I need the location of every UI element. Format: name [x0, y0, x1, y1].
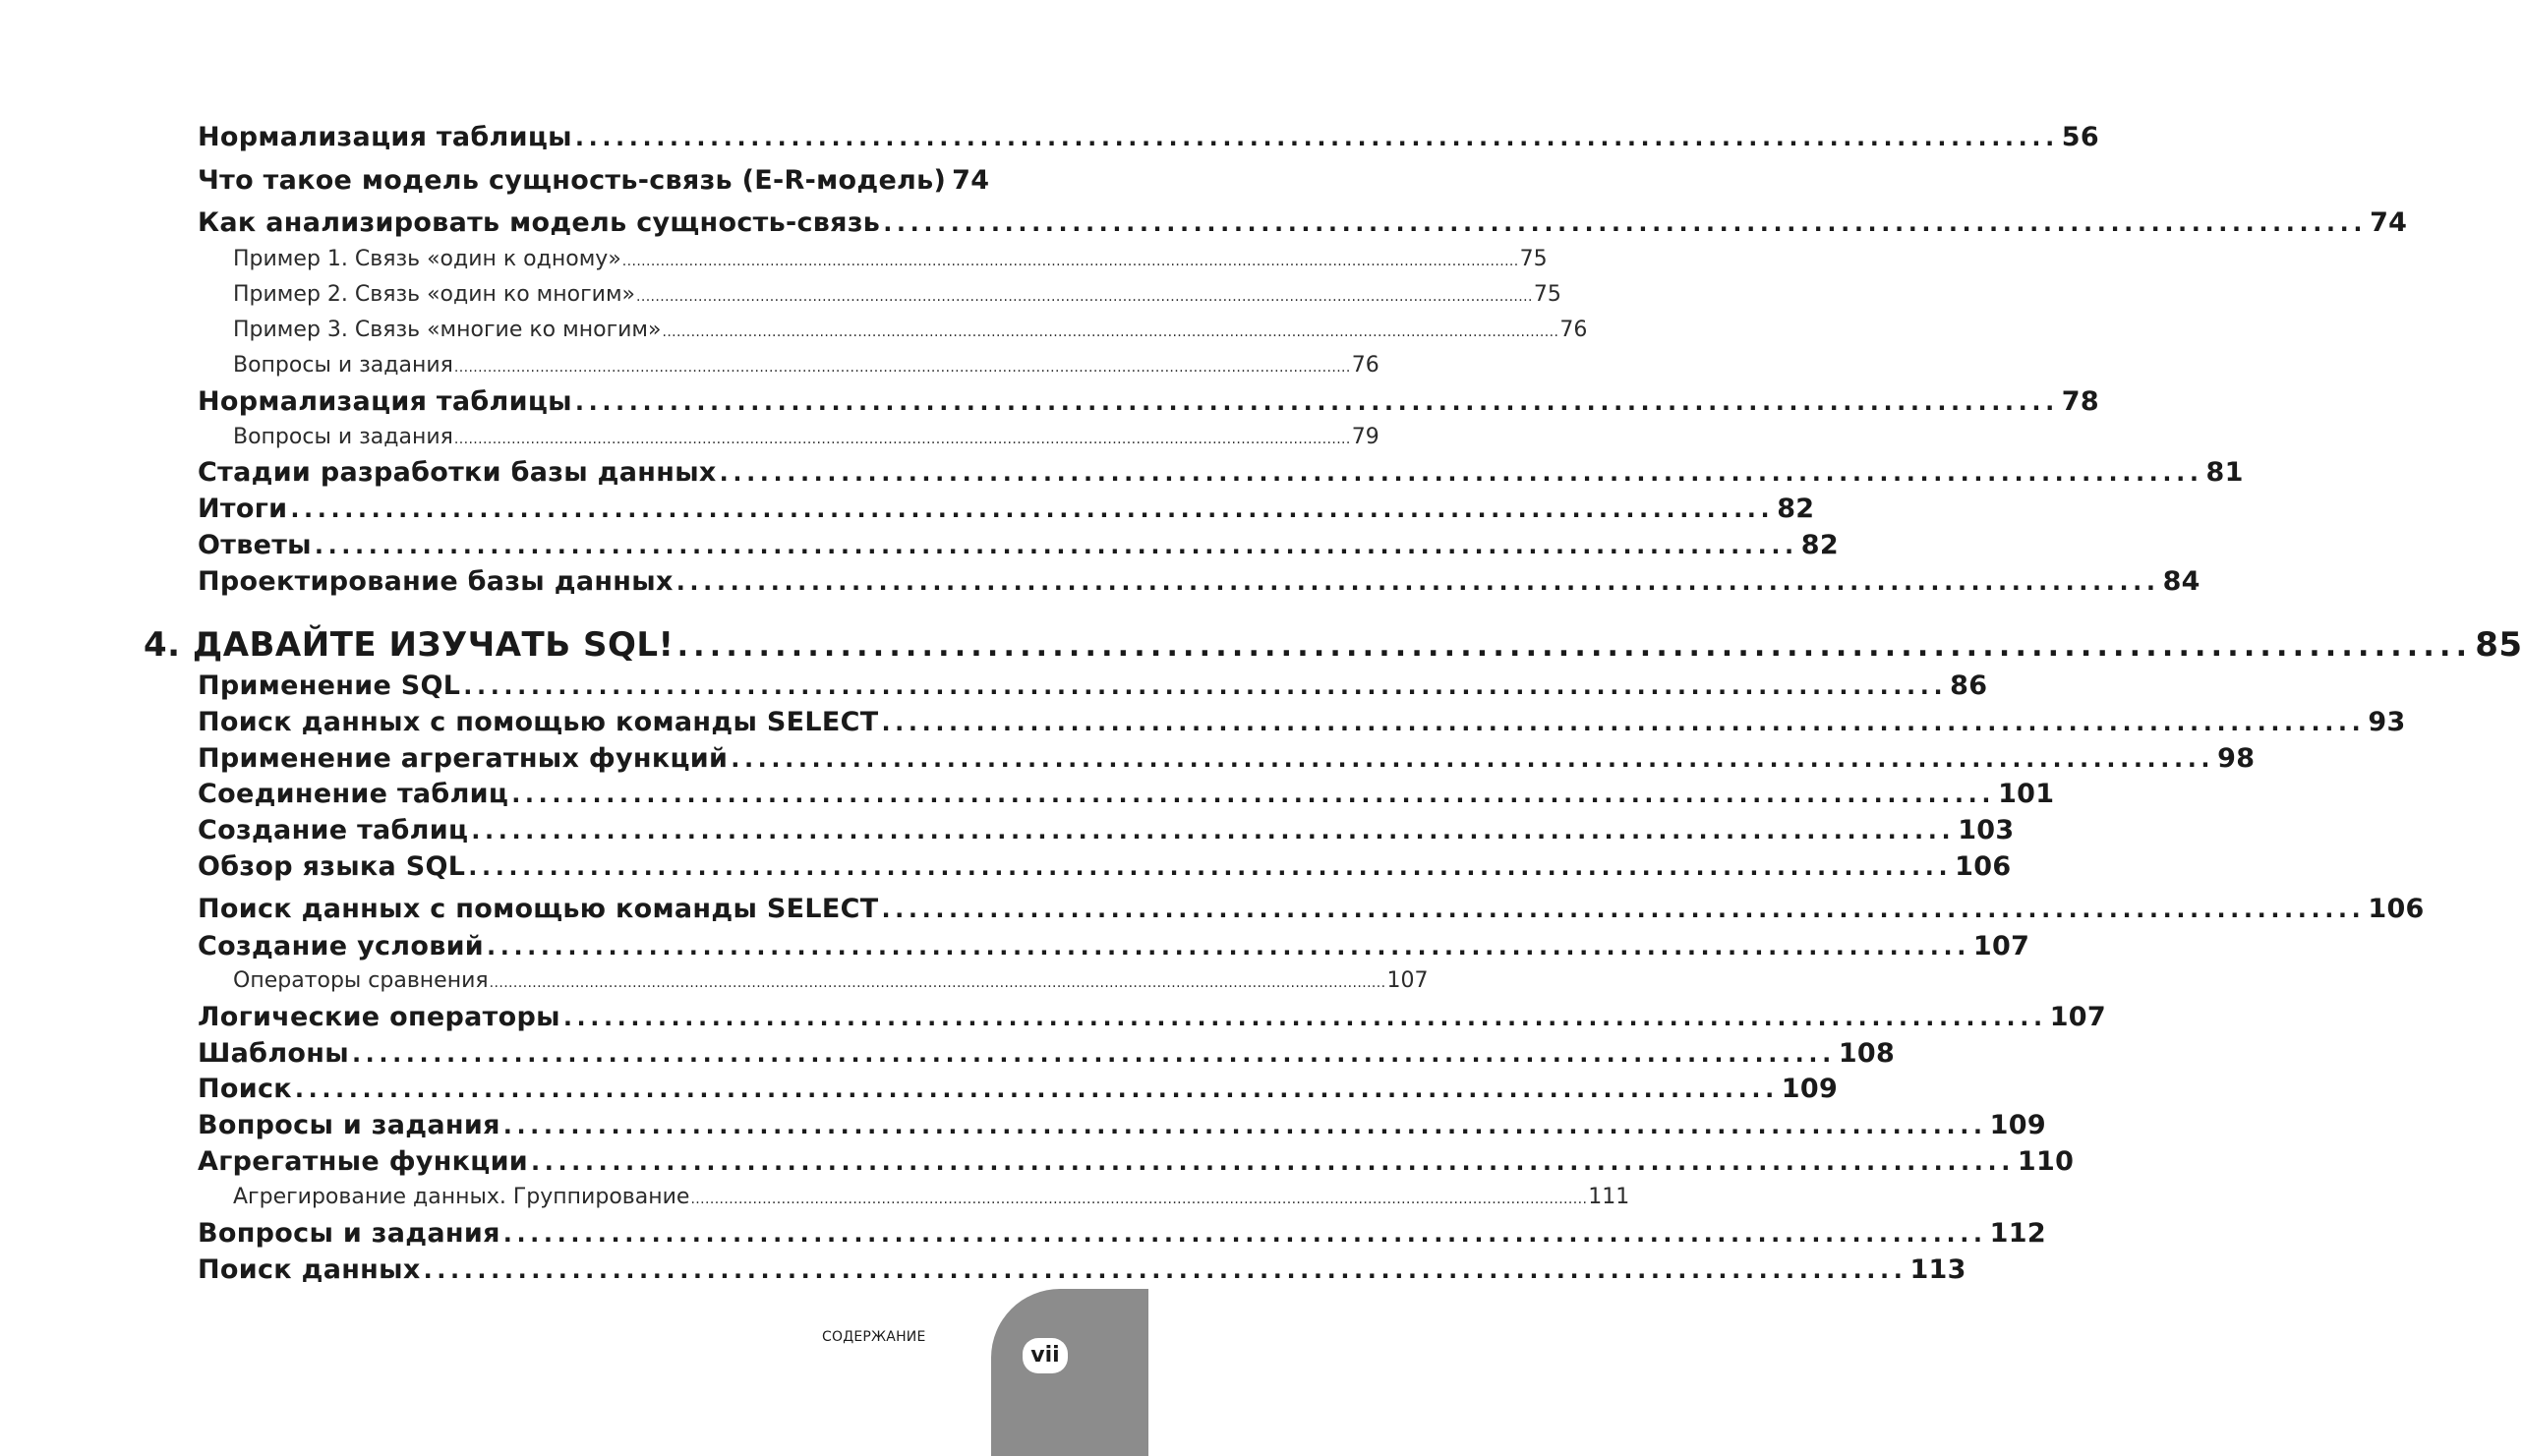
dot-leader: ..............................................................................................................: [471, 817, 1956, 844]
toc-entry-title: Стадии разработки базы данных: [198, 457, 717, 488]
toc-subentry[interactable]: [233, 318, 1588, 342]
dot-leader: ............................................................................................................................................................................................: [636, 289, 1533, 305]
toc-entry-page: 79: [1351, 425, 1379, 449]
toc-entry-page: 107: [1972, 931, 2030, 961]
toc-entry-page: 76: [1559, 318, 1588, 342]
toc-entry-title: Агрегатные функции: [198, 1146, 529, 1177]
toc-subentry[interactable]: [233, 353, 1379, 378]
dot-leader: ..............................................................................................................: [883, 209, 2368, 237]
toc-entry[interactable]: [198, 931, 2030, 961]
dot-leader: ............................................................................................................................................................................................: [453, 432, 1351, 447]
toc-entry-title: Вопросы и задания: [198, 1110, 500, 1140]
toc-entry-title: Поиск: [198, 1074, 292, 1104]
toc-subentry[interactable]: [233, 1185, 1630, 1209]
toc-entry[interactable]: [198, 122, 2099, 152]
toc-entry-title: Нормализация таблицы: [198, 386, 572, 417]
toc-entry[interactable]: [198, 670, 1988, 701]
toc-entry-title: Пример 3. Связь «многие ко многим»: [233, 318, 662, 342]
dot-leader: ..............................................................................................................: [574, 388, 2059, 416]
toc-entry-title: Пример 1. Связь «один к одному»: [233, 247, 621, 271]
toc-entry[interactable]: [198, 530, 1839, 560]
toc-entry-title: Обзор языка SQL: [198, 851, 466, 882]
toc-entry-page: 110: [2017, 1146, 2075, 1177]
toc-entry-page: 112: [1989, 1218, 2046, 1249]
toc-entry[interactable]: [198, 707, 2406, 737]
toc-entry-page: 56: [2061, 122, 2099, 152]
toc-entry-page: 82: [1777, 494, 1815, 524]
toc-entry-title: Шаблоны: [198, 1038, 349, 1069]
dot-leader: ..............................................................................................................: [502, 1112, 1987, 1139]
dot-leader: ..............................................................................................................: [881, 709, 2366, 736]
dot-leader: ..............................................................................................................: [562, 1004, 2047, 1031]
toc-entry-title: Поиск данных: [198, 1254, 421, 1285]
dot-leader: ..............................................................................................................: [675, 568, 2160, 596]
dot-leader: ..............................................................................................................: [502, 1220, 1987, 1248]
toc-entry-title: Ответы: [198, 530, 312, 560]
toc-entry-page: 86: [1950, 670, 1988, 701]
toc-entry[interactable]: [198, 1110, 2046, 1140]
toc-subentry[interactable]: [233, 968, 1429, 993]
dot-leader: ..............................................................................................................: [468, 853, 1953, 881]
toc-entry[interactable]: [198, 207, 2408, 238]
toc-entry-page: 76: [1351, 353, 1379, 378]
toc-entry-title: Применение агрегатных функций: [198, 743, 729, 774]
toc-entry-title: Итоги: [198, 494, 288, 524]
toc-entry[interactable]: [198, 1146, 2075, 1177]
dot-leader: ..............................................................................................................: [294, 1076, 1779, 1103]
toc-subentry[interactable]: [233, 425, 1379, 449]
toc-entry-page: 81: [2205, 457, 2244, 488]
toc-entry-page: 106: [2368, 894, 2425, 924]
toc-entry[interactable]: [198, 743, 2256, 774]
toc-entry-page: 74: [2370, 207, 2408, 238]
dot-leader: ..............................................................................................................: [676, 629, 2473, 664]
toc-entry-title: Операторы сравнения: [233, 968, 489, 993]
toc-entry-title: Поиск данных с помощью команды SELECT: [198, 894, 879, 924]
toc-entry[interactable]: [198, 1074, 1839, 1104]
toc-entry-page: 107: [2049, 1002, 2106, 1032]
dot-leader: ..............................................................................................................: [574, 124, 2059, 151]
toc-entry-page: 109: [1989, 1110, 2046, 1140]
toc-entry-title: Вопросы и задания: [233, 353, 453, 378]
dot-leader: ..............................................................................................................: [731, 745, 2215, 773]
toc-entry-title: Нормализация таблицы: [198, 122, 572, 152]
toc-entry-title: Как анализировать модель сущность-связь: [198, 207, 881, 238]
page-number-tab: [991, 1289, 1148, 1456]
toc-entry[interactable]: [198, 494, 1815, 524]
dot-leader: ..............................................................................................................: [881, 896, 2366, 923]
toc-entry-title: Поиск данных с помощью команды SELECT: [198, 707, 879, 737]
toc-entry-page: 98: [2217, 743, 2256, 774]
running-footer-section: СОДЕРЖАНИЕ: [822, 1329, 926, 1345]
toc-entry-title: Применение SQL: [198, 670, 461, 701]
toc-entry[interactable]: [198, 815, 2015, 845]
dot-leader: ............................................................................................................................................................................................: [690, 1192, 1588, 1207]
toc-entry-title: Вопросы и задания: [198, 1218, 500, 1249]
toc-entry-page: 75: [1519, 247, 1548, 271]
toc-entry-page: 113: [1909, 1254, 1966, 1285]
toc-entry-page: 109: [1781, 1074, 1839, 1104]
toc-entry-page: 84: [2162, 566, 2200, 597]
toc-entry-title: Что такое модель сущность-связь (E-R-модель): [198, 165, 947, 196]
toc-entry-page: 103: [1958, 815, 2015, 845]
toc-entry-page: 106: [1955, 851, 2012, 882]
toc-entry[interactable]: [198, 457, 2244, 488]
toc-subentry[interactable]: [233, 247, 1548, 271]
toc-entry-page: 74: [952, 165, 990, 196]
toc-entry-page: 101: [1998, 779, 2055, 809]
toc-chapter-heading[interactable]: [144, 625, 2523, 665]
toc-entry[interactable]: [198, 386, 2099, 417]
toc-entry-title: Создание таблиц: [198, 815, 469, 845]
toc-entry-page: 75: [1533, 282, 1561, 307]
toc-entry-page: 78: [2061, 386, 2099, 417]
toc-entry-page: 93: [2368, 707, 2406, 737]
toc-entry[interactable]: [198, 566, 2200, 597]
dot-leader: ............................................................................................................................................................................................: [453, 360, 1351, 376]
toc-entry-title: Вопросы и задания: [233, 425, 453, 449]
dot-leader: ..............................................................................................................: [511, 781, 1996, 808]
toc-entry[interactable]: [198, 1038, 1896, 1069]
dot-leader: ..............................................................................................................: [423, 1256, 1907, 1284]
dot-leader: ..............................................................................................................: [531, 1148, 2015, 1176]
toc-entry-page: 107: [1386, 968, 1429, 993]
toc-entry[interactable]: [198, 1002, 2106, 1032]
dot-leader: ..............................................................................................................: [290, 495, 1775, 523]
dot-leader: ..............................................................................................................: [463, 672, 1948, 700]
dot-leader: ..............................................................................................................: [314, 532, 1798, 559]
dot-leader: ............................................................................................................................................................................................: [662, 324, 1559, 340]
toc-entry-page: 82: [1800, 530, 1839, 560]
toc-entry[interactable]: [198, 851, 2012, 882]
toc-entry-page: 108: [1838, 1038, 1896, 1069]
toc-entry[interactable]: [198, 1218, 2046, 1249]
toc-entry-title: Создание условий: [198, 931, 485, 961]
toc-entry-title: Логические операторы: [198, 1002, 560, 1032]
dot-leader: ..............................................................................................................: [351, 1040, 1836, 1068]
toc-entry-title: Пример 2. Связь «один ко многим»: [233, 282, 635, 307]
toc-entry-page: 111: [1588, 1185, 1630, 1209]
dot-leader: ............................................................................................................................................................................................: [489, 975, 1386, 991]
dot-leader: ............................................................................................................................................................................................: [621, 254, 1519, 269]
toc-chapter-title: 4. ДАВАЙТЕ ИЗУЧАТЬ SQL!: [144, 625, 675, 665]
toc-entry-page: 85: [2475, 625, 2523, 665]
toc-entry[interactable]: [198, 894, 2425, 924]
toc-entry-title: Агрегирование данных. Группирование: [233, 1185, 690, 1209]
dot-leader: ..............................................................................................................: [487, 933, 1970, 961]
toc-entry-title: Проектирование базы данных: [198, 566, 674, 597]
toc-entry[interactable]: [198, 779, 2055, 809]
page-number: vii: [1023, 1338, 1068, 1373]
toc-subentry[interactable]: [233, 282, 1561, 307]
dot-leader: ..............................................................................................................: [719, 459, 2203, 487]
toc-entry[interactable]: [198, 165, 990, 196]
toc-entry[interactable]: [198, 1254, 1966, 1285]
toc-entry-title: Соединение таблиц: [198, 779, 509, 809]
